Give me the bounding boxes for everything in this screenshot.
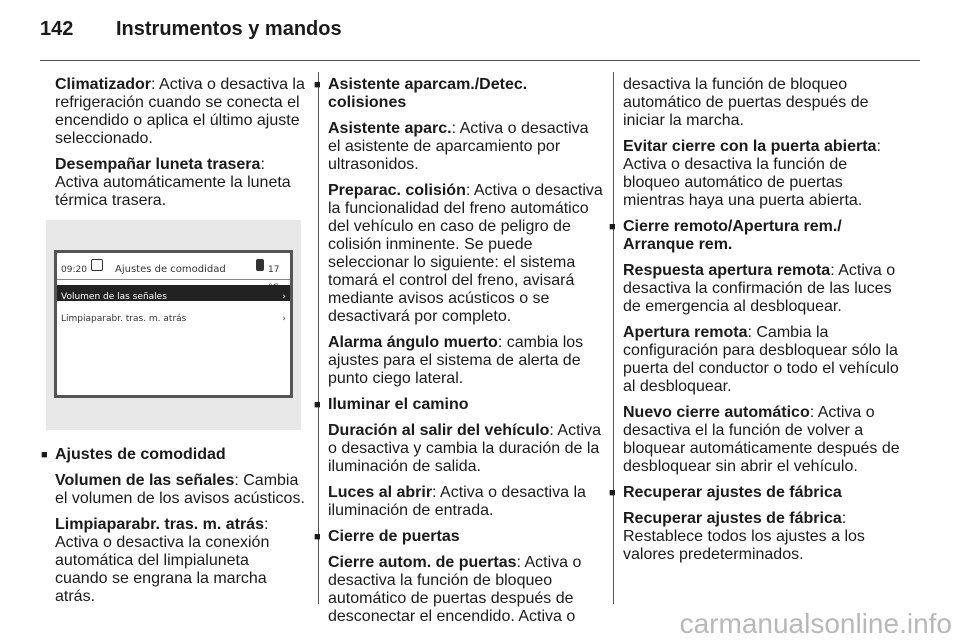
column-divider-2 [613,72,614,604]
term-nuevo-cierre: Nuevo cierre automático [623,404,810,421]
watermark: carmanualsonline.info [679,608,952,639]
section-title: Iluminar el camino [328,396,469,413]
display-title: Ajustes de comodidad [115,264,226,275]
column-1 [41,76,305,614]
term-evitar-cierre: Evitar cierre con la puerta abierta [623,138,877,155]
bullet-icon: ■ [314,79,321,91]
display-temperature: 17 [268,265,280,275]
desc-climatizador: : Activa o desactiva la refrigeración cuando se conecta el encendido o aplica el último ajuste seleccionado. [55,76,305,147]
desc-duracion-salir: : Activa o desactiva y cambia la duración de la iluminación de salida. [328,422,601,475]
column-2 [314,76,604,634]
desc-alarma-angulo: : cambia los ajustes para el sistema de alerta de punto ciego lateral. [328,334,584,387]
term-preparac-colision: Preparac. colisión [328,182,466,199]
desc-luces-abrir: : Activa o desactiva la iluminación de entrada. [328,484,586,519]
bullet-icon: ■ [609,487,616,499]
term-respuesta-apertura: Respuesta apertura remota [623,262,831,279]
term-apertura-remota: Apertura remota [623,324,748,341]
desc-volumen: : Cambia el volumen de los avisos acústicos. [55,472,305,507]
display-header [57,253,290,280]
bullet-icon: ■ [609,221,616,233]
term-luces-abrir: Luces al abrir [328,484,433,501]
term-alarma-angulo: Alarma ángulo muerto [328,334,498,351]
section-recuperar-ajustes [609,484,905,564]
desc-nuevo-cierre: : Activa o desactiva el la función de volver a bloquear automáticamente después de desbloquear sin abrir el vehículo. [623,404,900,475]
section-title: Ajustes de comodidad [55,446,226,463]
chevron-right-icon: › [282,292,286,302]
desc-recuperar-ajustes: : Restablece todos los ajustes a los valores predeterminados. [623,510,865,563]
desc-cierre-autom: : Activa o desactiva la función de bloqueo automático de puertas después de desconectar el encendido. Activa o [328,554,582,625]
display-menu-label: Limpiaparabr. tras. m. atrás [61,314,187,324]
display-menu-label: Volumen de las señales [61,292,167,302]
desc-respuesta-apertura: : Activa o desactiva la confirmación de las luces de emergencia al desbloquear. [623,262,896,315]
term-recuperar-ajustes: Recuperar ajustes de fábrica [623,510,842,527]
header-rule [40,60,920,61]
desc-desempanar: : Activa automáticamente la luneta térmica trasera. [55,156,291,209]
display-menu-item-limpiaparabr[interactable] [57,307,290,323]
section-cierre-remoto [609,218,905,476]
term-desempanar: Desempañar luneta trasera [55,156,261,173]
desc-apertura-remota: : Cambia la configuración para desbloquear sólo la puerta del conductor o todo el vehículo al desbloquear. [623,324,899,395]
paragraph-climatizador [55,76,305,148]
bullet-icon: ■ [314,531,321,543]
desc-limpiaparabr: : Activa o desactiva la conexión automática del limpialuneta cuando se engrana la marcha atrás. [55,516,270,605]
chevron-right-icon: › [282,314,286,324]
desc-asistente-aparc: : Activa o desactiva el asistente de aparcamiento por ultrasonidos. [328,120,589,173]
column-3 [609,76,905,572]
section-cierre-puertas [314,528,604,626]
display-clock: 09:20 [61,265,87,275]
thermometer-icon [256,259,264,271]
term-volumen: Volumen de las señales [55,472,235,489]
settings-icon [91,259,103,271]
desc-evitar-cierre: : Activa o desactiva la función de bloqueo automático de puertas mientras haya una puerta abierta. [623,138,881,209]
page-number: 142 [40,18,74,40]
section-iluminar-camino [314,396,604,520]
continued-text: desactiva la función de bloqueo automático de puertas después de iniciar la marcha. [623,76,869,129]
page-header [40,18,342,41]
paragraph-desempanar [55,156,305,210]
term-cierre-autom: Cierre autom. de puertas [328,554,517,571]
term-asistente-aparc: Asistente aparc. [328,120,452,137]
bullet-icon: ■ [41,449,48,461]
section-title: Cierre de puertas [328,528,460,545]
section-title: Cierre remoto/Apertura rem./ Arranque rem. [623,218,842,253]
term-climatizador: Climatizador [55,76,152,93]
display-screenshot [46,220,301,430]
bullet-icon: ■ [314,399,321,411]
section-title: Recuperar ajustes de fábrica [623,484,842,501]
display-menu-item-volumen[interactable] [57,285,290,301]
display-screen [54,250,293,398]
term-duracion-salir: Duración al salir del vehículo [328,422,550,439]
term-limpiaparabr: Limpiaparabr. tras. m. atrás [55,516,264,533]
column-divider-1 [318,72,319,604]
page-title: Instrumentos y mandos [116,18,342,40]
section-asistente-aparcam [314,76,604,388]
section-title: Asistente aparcam./Detec. colisiones [328,76,528,111]
section-ajustes-comodidad [41,446,305,606]
desc-preparac-colision: : Activa o desactiva la funcionalidad del freno automático del vehículo en caso de peligro de colisión inminente. Se puede seleccionar lo siguiente: el sistema tomará el control del freno, avisará mediante avisos acústicos o se desactivará por completo. [328,182,603,325]
